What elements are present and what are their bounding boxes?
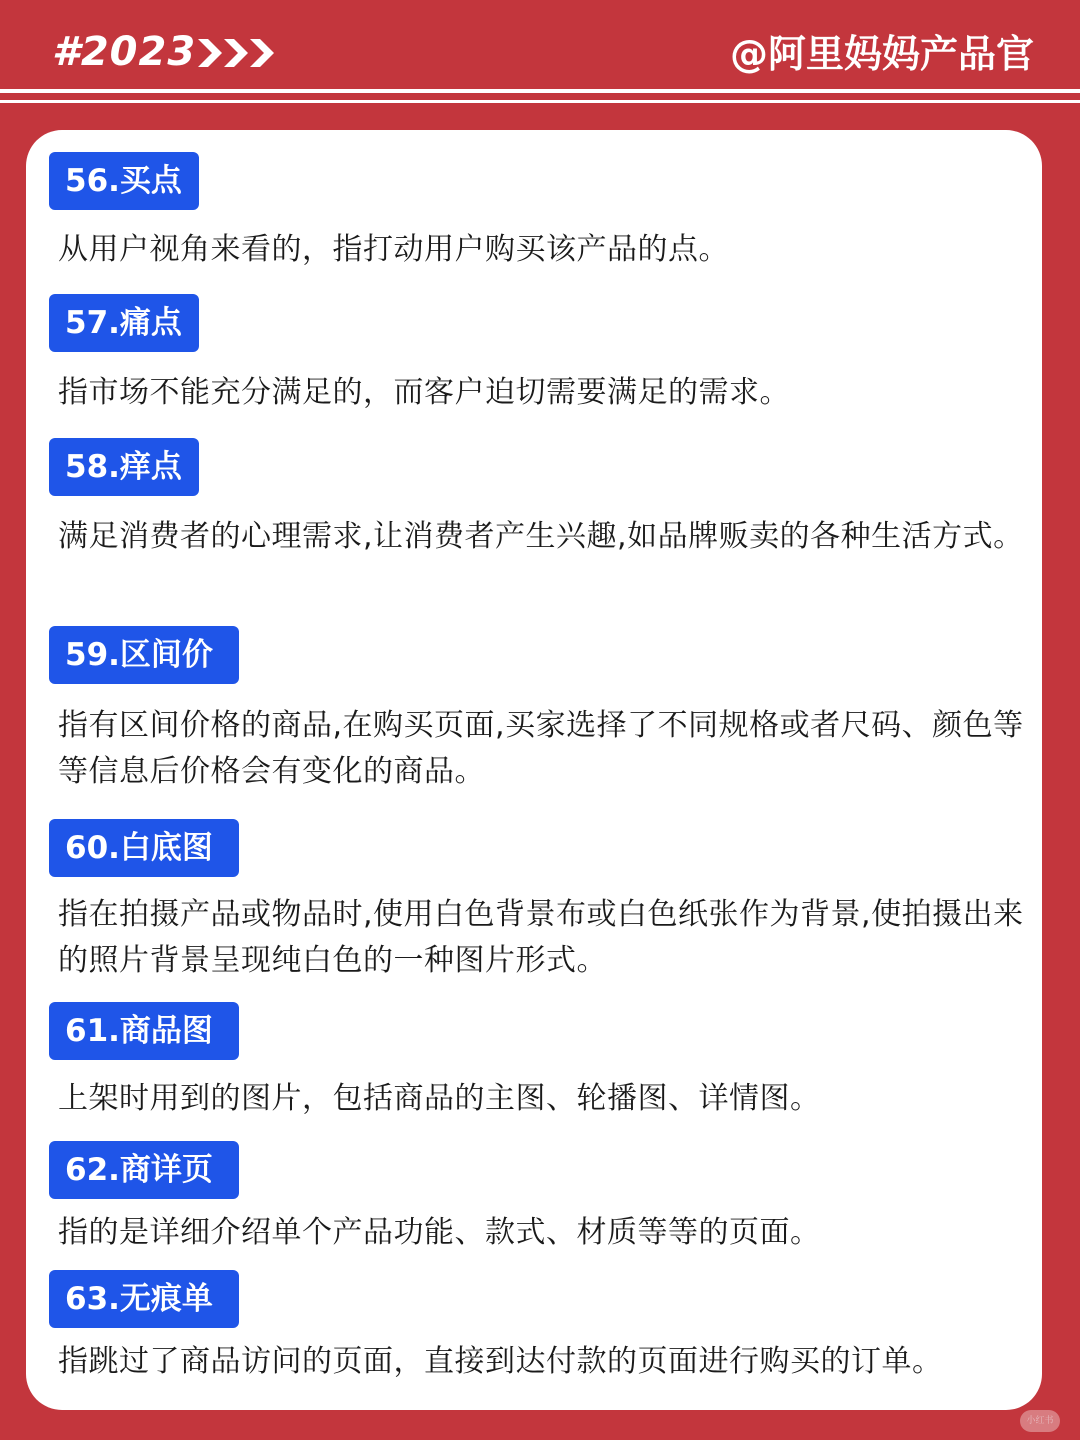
term-definition: 满足消费者的心理需求,让消费者产生兴趣,如品牌贩卖的各种生活方式。 xyxy=(58,519,1024,554)
term-definition: 指在拍摄产品或物品时,使用白色背景布或白色纸张作为背景,使拍摄出来的照片背景呈现纯白色的一种图片形式。 xyxy=(58,897,1024,978)
term-tag: 63.无痕单 xyxy=(49,1270,239,1328)
hashtag-label: #2023 xyxy=(52,29,197,75)
account-handle: @阿里妈妈产品官 xyxy=(729,32,1034,76)
term-definition: 上架时用到的图片，包括商品的主图、轮播图、详情图。 xyxy=(58,1081,821,1116)
term-definition: 从用户视角来看的，指打动用户购买该产品的点。 xyxy=(58,232,729,267)
term-definition: 指跳过了商品访问的页面，直接到达付款的页面进行购买的订单。 xyxy=(58,1344,943,1379)
term-tag: 57.痛点 xyxy=(49,294,199,352)
term-tag: 61.商品图 xyxy=(49,1002,239,1060)
header-divider-thick xyxy=(0,89,1080,93)
term-tag: 56.买点 xyxy=(49,152,199,210)
term-definition: 指市场不能充分满足的，而客户迫切需要满足的需求。 xyxy=(58,375,790,410)
header-divider-thin xyxy=(0,100,1080,103)
term-definition: 指的是详细介绍单个产品功能、款式、材质等等的页面。 xyxy=(58,1215,821,1250)
term-tag: 59.区间价 xyxy=(49,626,239,684)
header-bar xyxy=(0,0,1080,90)
watermark-logo: 小红书 xyxy=(1020,1410,1060,1432)
term-tag: 60.白底图 xyxy=(49,819,239,877)
term-tag: 62.商详页 xyxy=(49,1141,239,1199)
term-tag: 58.痒点 xyxy=(49,438,199,496)
glossary-card xyxy=(26,130,1042,1410)
triple-chevron-icon xyxy=(198,35,280,71)
term-definition: 指有区间价格的商品,在购买页面,买家选择了不同规格或者尺码、颜色等等信息后价格会有变化的商品。 xyxy=(58,708,1024,789)
